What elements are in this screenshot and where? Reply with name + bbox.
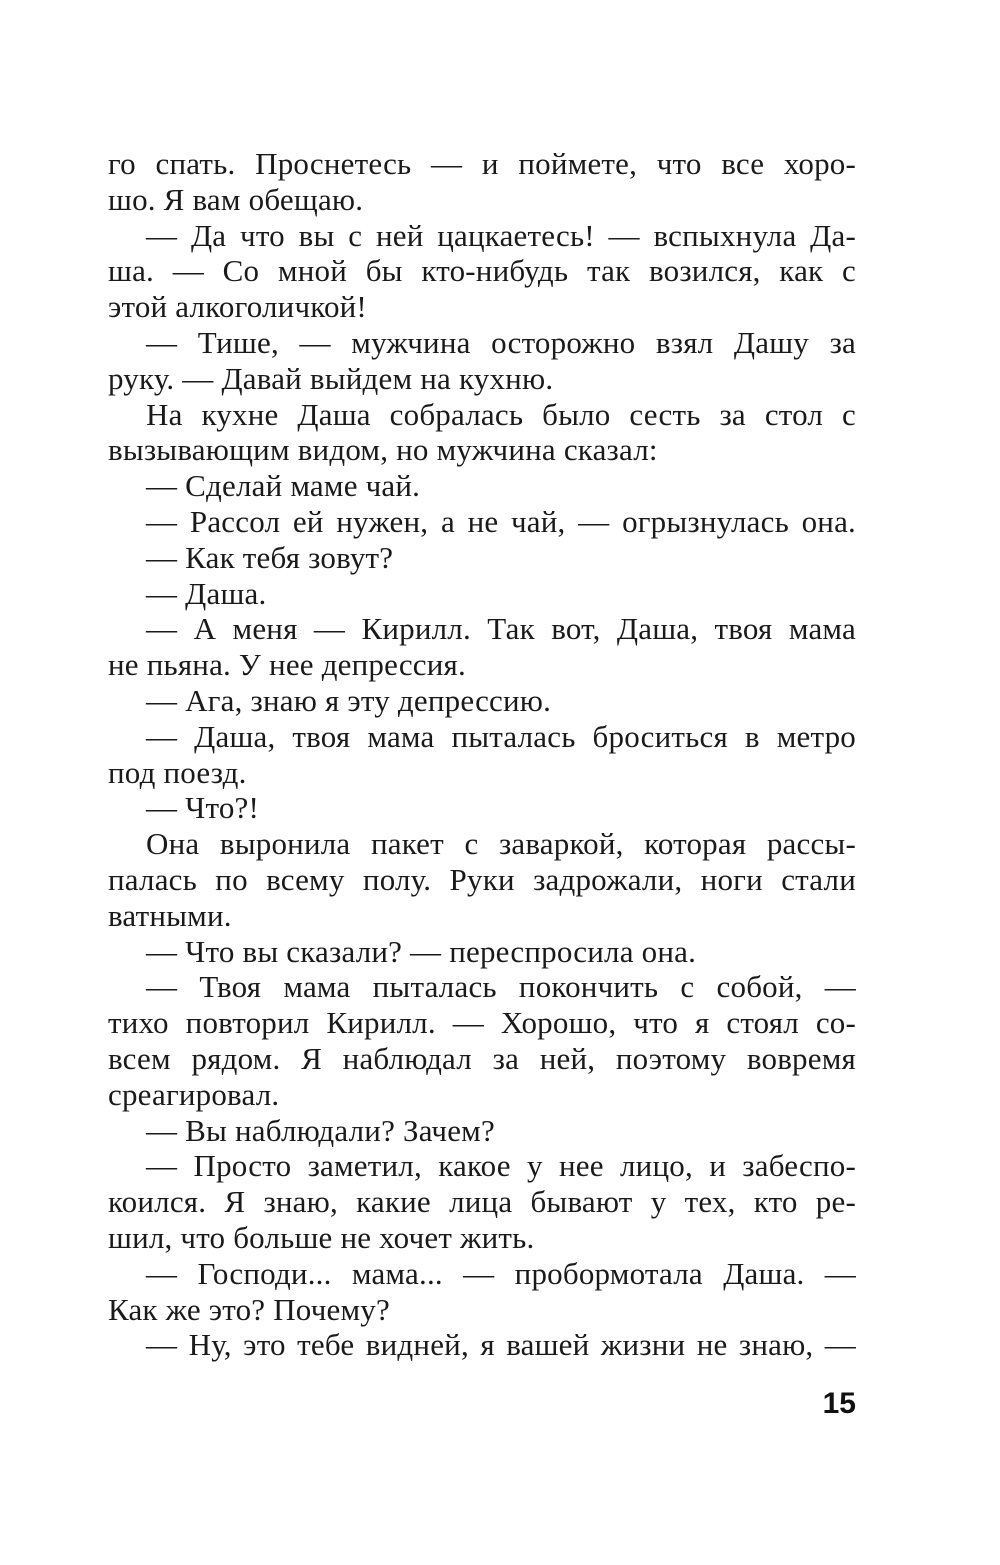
text-line: — Просто заметил, какое у нее лицо, и забеспо-: [146, 1148, 856, 1184]
text-line: — Тише, — мужчина осторожно взял Дашу за: [146, 324, 856, 360]
text-line: коился. Я знаю, какие лица бывают у тех, кто ре-: [108, 1184, 856, 1220]
text-line: ватными.: [108, 897, 232, 933]
text-line: этой алкоголичкой!: [108, 289, 367, 325]
text-line: — Сделай маме чай.: [146, 468, 421, 504]
text-line: — Что?!: [146, 790, 260, 826]
text-line: — Ну, это тебе видней, я вашей жизни не знаю, —: [146, 1327, 856, 1363]
text-line: — Вы наблюдали? Зачем?: [146, 1112, 495, 1148]
text-line: ша. — Со мной бы кто-нибудь так возился, как с: [108, 253, 856, 289]
text-line: руку. — Давай выйдем на кухню.: [108, 360, 554, 396]
text-line: — Как тебя зовут?: [146, 539, 394, 575]
text-line: палась по всему полу. Руки задрожали, ноги стали: [108, 861, 856, 897]
text-line: — Даша, твоя мама пыталась броситься в метро: [146, 718, 856, 754]
text-line: шо. Я вам обещаю.: [108, 181, 364, 217]
text-line: вызывающим видом, но мужчина сказал:: [108, 432, 658, 468]
text-line: — Твоя мама пыталась покончить с собой, —: [146, 969, 856, 1005]
text-line: шил, что больше не хочет жить.: [108, 1219, 535, 1255]
text-line: — Даша.: [146, 575, 267, 611]
text-line: под поезд.: [108, 754, 247, 790]
text-line: — А меня — Кирилл. Так вот, Даша, твоя мама: [146, 611, 856, 647]
page-number: 15: [822, 1387, 856, 1420]
text-line: всем рядом. Я наблюдал за ней, поэтому вовремя: [108, 1040, 856, 1076]
text-line: не пьяна. У нее депрессия.: [108, 647, 466, 683]
text-line: — Да что вы с ней цацкаетесь! — вспыхнула Да-: [146, 217, 856, 253]
text-line: — Ага, знаю я эту депрессию.: [146, 682, 552, 718]
text-line: Как же это? Почему?: [108, 1291, 390, 1327]
text-line: На кухне Даша собралась было сесть за стол с: [146, 396, 856, 432]
page-text-block: [108, 146, 856, 1363]
text-line: — Что вы сказали? — переспросила она.: [146, 933, 697, 969]
text-line: среагировал.: [108, 1076, 280, 1112]
text-line: тихо повторил Кирилл. — Хорошо, что я стоял со-: [108, 1005, 856, 1041]
text-line: — Рассол ей нужен, а не чай, — огрызнулась она.: [146, 503, 856, 539]
text-line: Она выронила пакет с заваркой, которая рассы-: [146, 826, 856, 862]
text-line: го спать. Проснетесь — и поймете, что все хоро-: [108, 146, 856, 181]
text-line: — Господи... мама... — пробормотала Даша. —: [146, 1255, 856, 1291]
